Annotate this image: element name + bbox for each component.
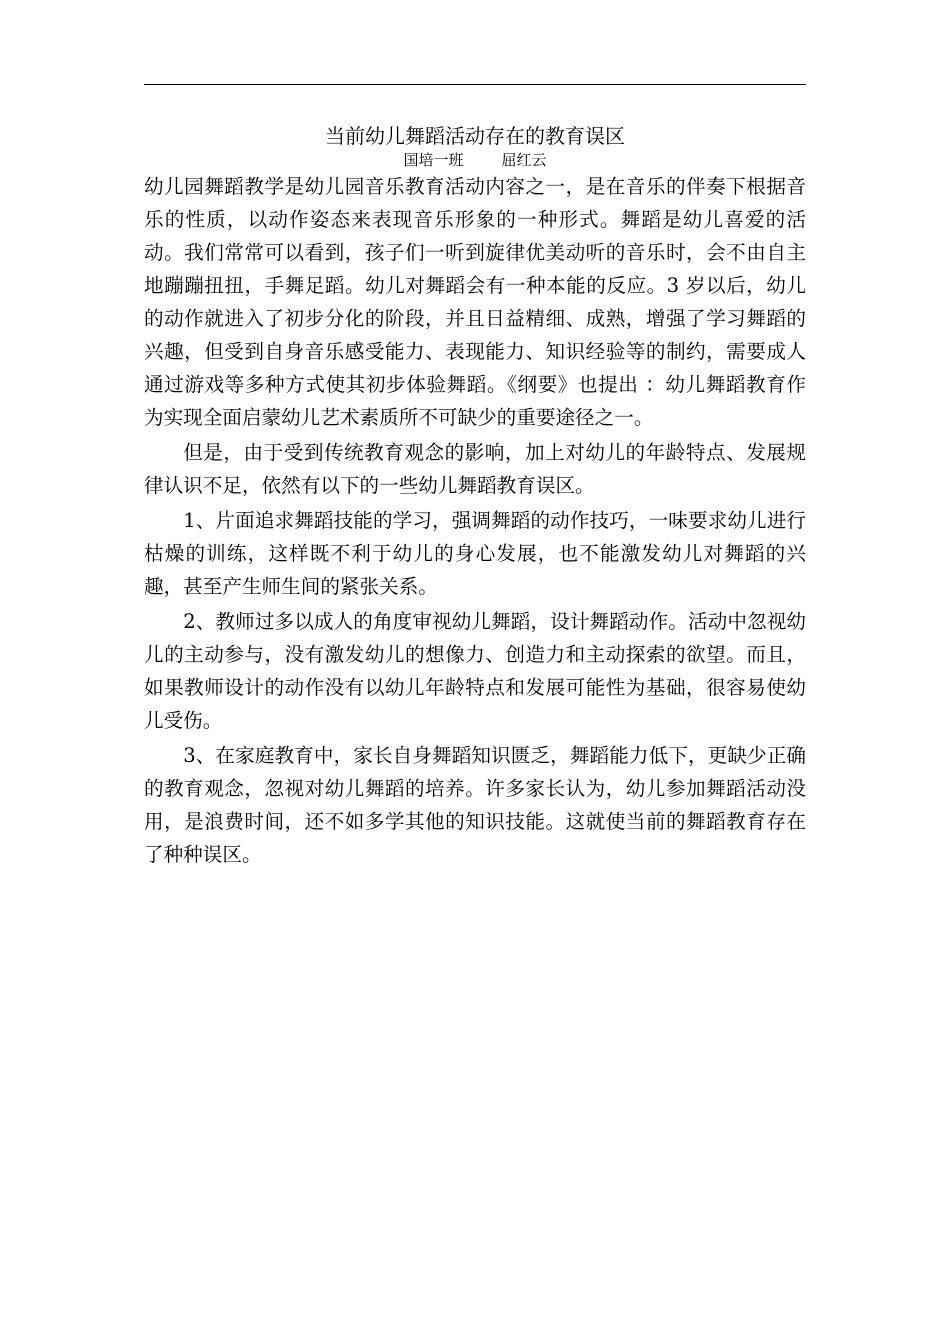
author-name: 屈红云 [501,151,547,169]
document-title: 当前幼儿舞蹈活动存在的教育误区 [325,124,625,148]
paragraph-point-2: 2、教师过多以成人的角度审视幼儿舞蹈，设计舞蹈动作。活动中忽视幼儿的主动参与，没有激发幼儿的想像力、创造力和主动探索的欲望。而且，如果教师设计的动作没有以幼儿年龄特点和发展可能性为基础，很容易使幼儿受伤。 [144,610,806,732]
author-class: 国培一班 [403,151,464,169]
paragraph-transition: 但是，由于受到传统教育观念的影响，加上对幼儿的年龄特点、发展规律认识不足，依然有以下的一些幼儿舞蹈教育误区。 [144,441,806,497]
paragraph-point-3: 3、在家庭教育中，家长自身舞蹈知识匮乏，舞蹈能力低下，更缺少正确的教育观念，忽视对幼儿舞蹈的培养。许多家长认为，幼儿参加舞蹈活动没用，是浪费时间，还不如多学其他的知识技能。这就使当前的舞蹈教育存在了种种误区。 [144,744,806,866]
paragraph-point-1: 1、片面追求舞蹈技能的学习，强调舞蹈的动作技巧，一味要求幼儿进行枯燥的训练，这样既不利于幼儿的身心发展，也不能激发幼儿对舞蹈的兴趣，甚至产生师生间的紧张关系。 [144,509,806,598]
document-body [144,170,806,871]
author-line [144,150,806,170]
header-rule [144,84,806,85]
paragraph-intro: 幼儿园舞蹈教学是幼儿园音乐教育活动内容之一，是在音乐的伴奏下根据音乐的性质，以动作姿态来表现音乐形象的一种形式。舞蹈是幼儿喜爱的活动。我们常常可以看到，孩子们一听到旋律优美动听的音乐时，会不由自主地蹦蹦扭扭，手舞足蹈。幼儿对舞蹈会有一种本能的反应。3 岁以后，幼儿的动作就进入了初步分化的阶段，并且日益精细、成熟，增强了学习舞蹈的兴趣，但受到自身音乐感受能力、表现能力、知识经验等的制约，需要成人通过游戏等多种方式使其初步体验舞蹈。《纲要》也提出 ：幼儿舞蹈教育作为实现全面启蒙幼儿艺术素质所不可缺少的重要途径之一。 [144,175,806,429]
